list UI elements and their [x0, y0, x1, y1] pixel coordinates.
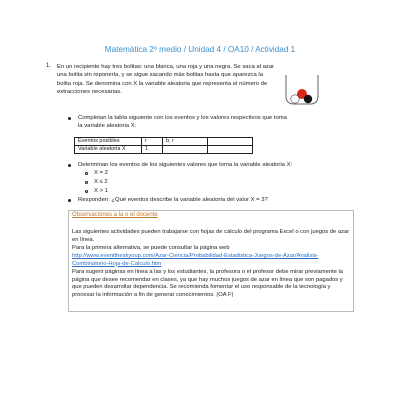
table-row — [75, 146, 253, 154]
table-cell: 1 — [142, 146, 163, 154]
events-table — [74, 137, 253, 154]
sub-item: X > 1 — [94, 188, 108, 194]
reference-link[interactable]: http://www.eventtheskyoup.com/Azar-Ciencia/Probabilidad-Estadistica-Juegos-de-Azar/Analisis-Combinatorio-Hoja-de-Calculo.htm — [72, 253, 319, 267]
instruction-respond: Responden: ¿Qué eventos describe la variable aleatoria del valor X = 3? — [78, 197, 268, 203]
sub-item: X = 2 — [94, 170, 108, 176]
teacher-notes-paragraph: Las siguientes actividades pueden trabajarse con hojas de cálculo del programa Excel o con juegos de azar en línea. — [72, 229, 350, 243]
sub-bullet-circle — [85, 172, 88, 175]
bullet-dot — [68, 199, 71, 202]
teacher-notes-heading: Observaciones a la o el docente — [72, 212, 158, 218]
table-cell: Eventos posibles — [75, 138, 142, 146]
teacher-notes-paragraph: Para sugerir páginas en línea a las y los estudiantes, la profesora o el profesor debe mirar previamente la página que desee recomendar en clases, ya que hay muchos juegos de azar en línea que son pagados y que pueden desarrollar dependencia. Se recomienda fomentar el uso responsable de la tecnología y procesar la información a fin de generar conocimientos. (OA F) — [72, 269, 343, 298]
sub-item: X ≤ 2 — [94, 179, 108, 185]
table-cell: r — [142, 138, 163, 146]
table-cell — [163, 146, 208, 154]
instruction-complete-table: Completan la tabla siguiente con los eventos y los valores respectivos que toma la variable aleatoria X: — [78, 115, 287, 130]
black-ball — [304, 95, 312, 103]
problem-intro: En un recipiente hay tres bolitas: una blanca, una roja y una negra. Se saca al azar una bolita sin reponerla, y se sigue sacando más bolitas hasta que aparezca la bolita roja. Se denomina con X la variable aleatoria que representa el número de extracciones necesarias. — [57, 64, 275, 96]
urn-illustration — [282, 72, 322, 106]
item-number: 1. — [46, 63, 52, 69]
teacher-notes-link-line — [72, 253, 352, 268]
table-cell: b, r — [163, 138, 208, 146]
instruction-determine-events: Determinan los eventos de los siguientes valores que toma la variable aleatoria X: — [78, 162, 293, 168]
bullet-dot — [68, 164, 71, 167]
bullet-dot — [68, 117, 71, 120]
sub-bullet-circle — [85, 190, 88, 193]
page-title: Matemática 2º medio / Unidad 4 / OA10 / Actividad 1 — [104, 45, 296, 54]
sub-bullet-circle — [85, 181, 88, 184]
table-cell — [208, 138, 253, 146]
white-ball — [291, 95, 299, 103]
table-row — [75, 138, 253, 146]
teacher-notes-paragraph: Para la primera alternativa, se puede consultar la página web — [72, 245, 230, 251]
table-cell — [208, 146, 253, 154]
table-cell: Variable aleatoria X — [75, 146, 142, 154]
